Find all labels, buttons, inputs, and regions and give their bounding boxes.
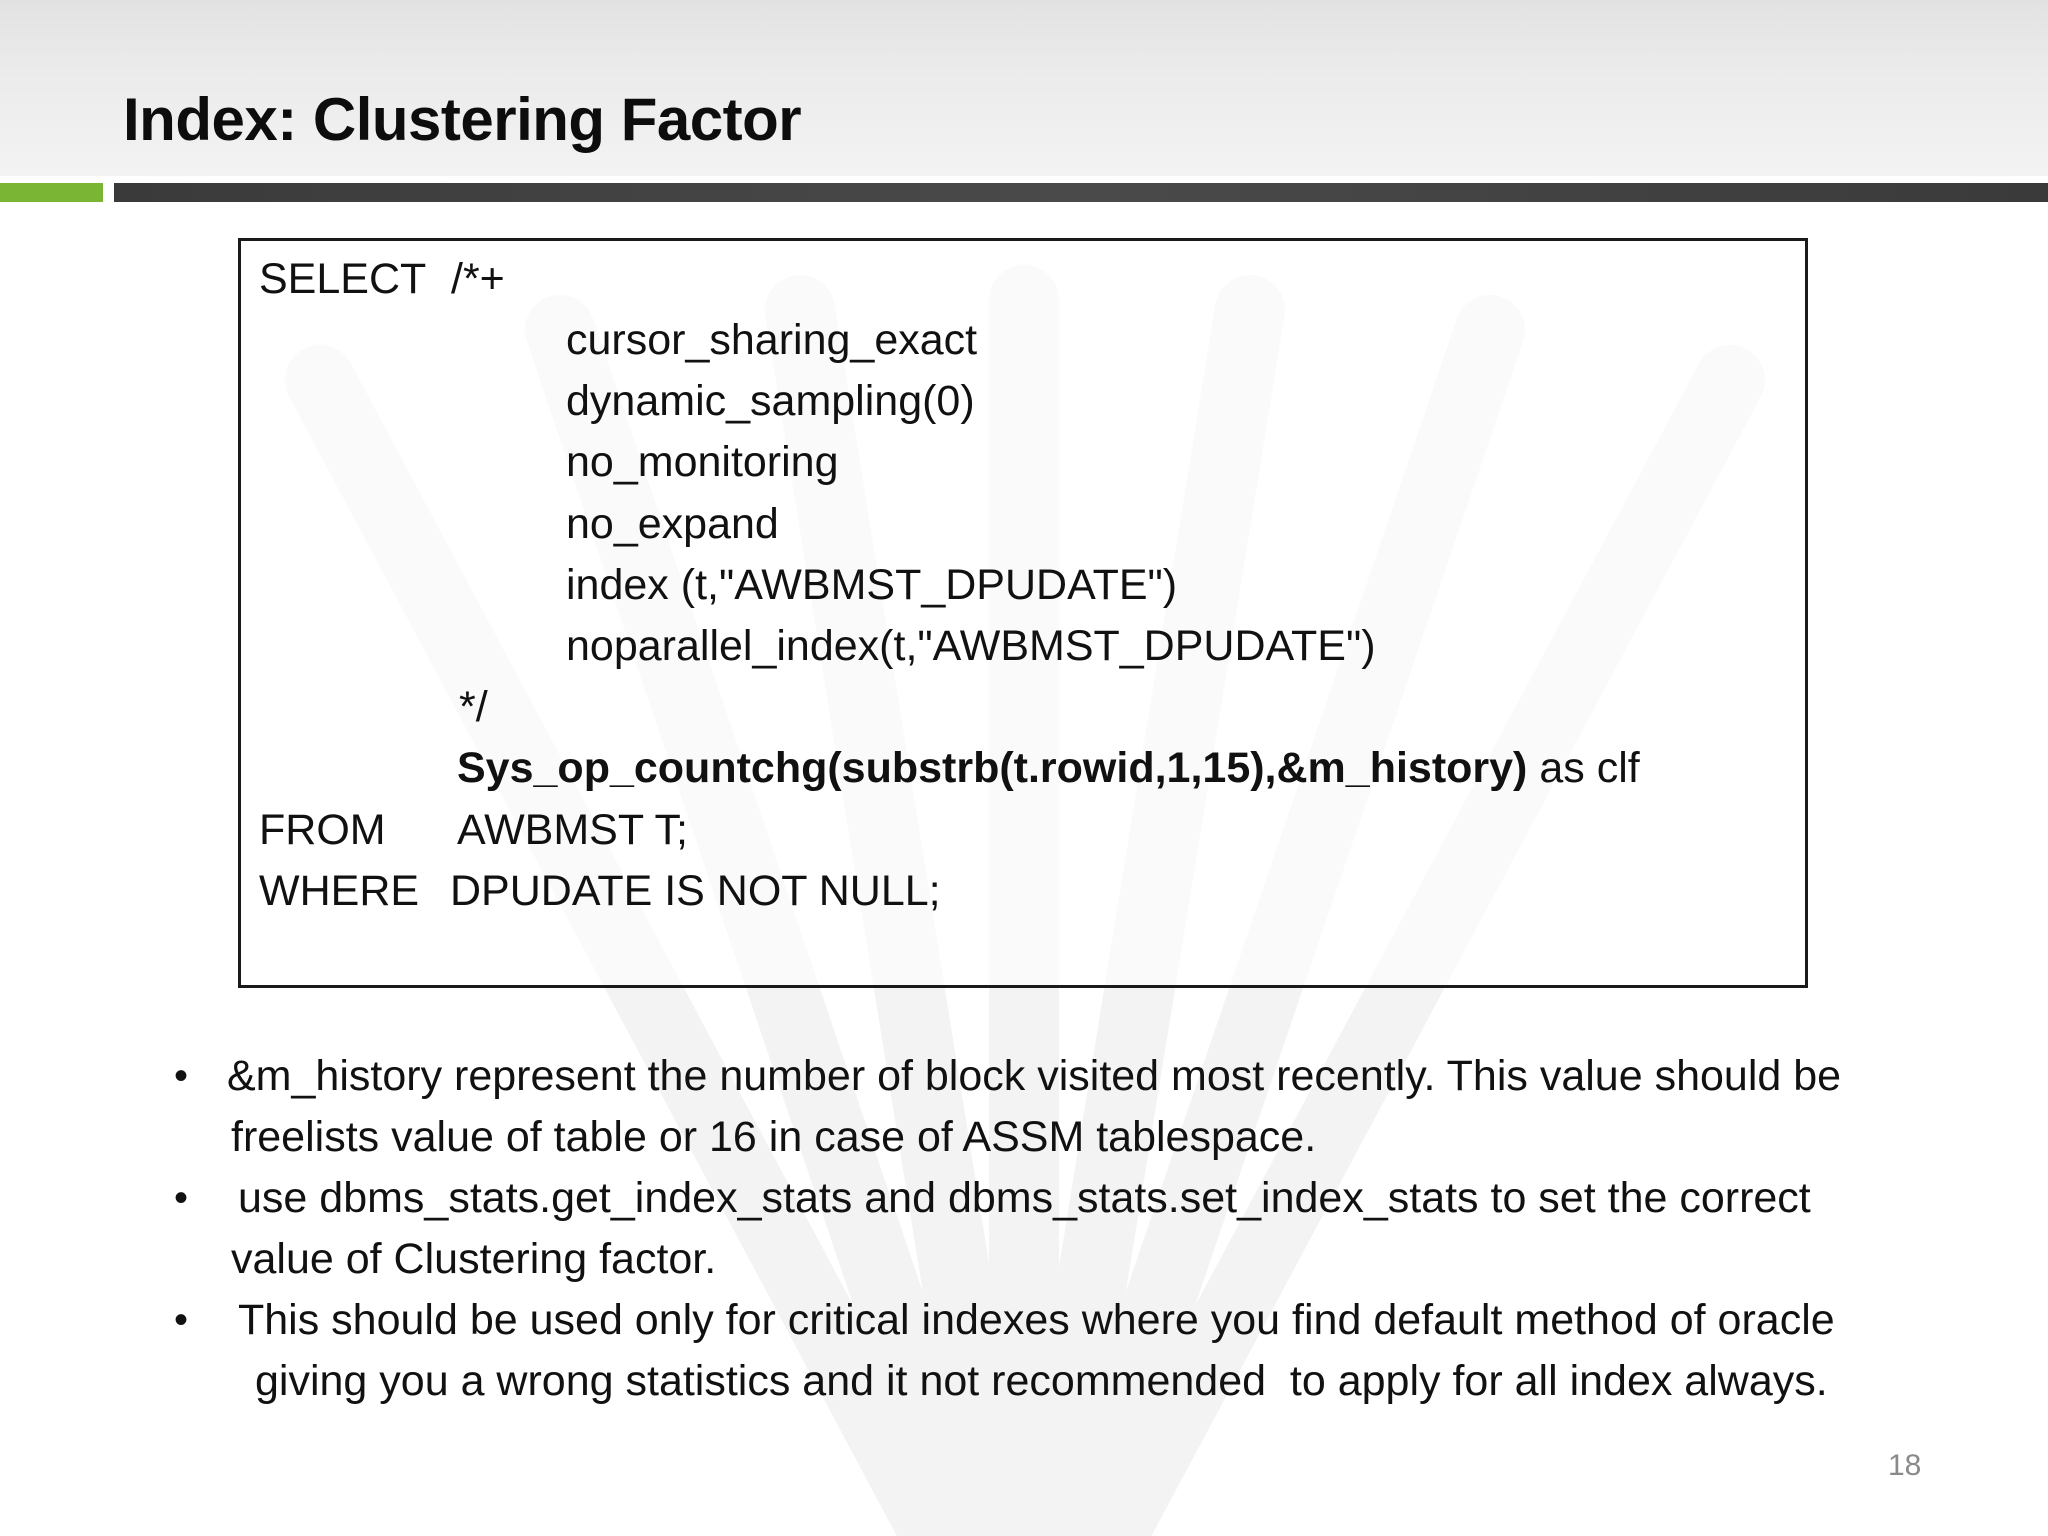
code-hint-open: /*+ (451, 255, 505, 303)
page-number: 18 (1888, 1449, 1922, 1482)
code-hint-close: */ (459, 683, 488, 731)
bullet-text-line: giving you a wrong statistics and it not recommended to apply for all index always. (255, 1357, 1828, 1405)
code-where-value: DPUDATE IS NOT NULL; (450, 867, 941, 915)
code-hint-line: index (t,"AWBMST_DPUDATE") (566, 561, 1178, 609)
bullet-text-line: freelists value of table or 16 in case of ASSM tablespace. (231, 1113, 1317, 1161)
code-expression-bold: Sys_op_countchg(substrb(t.rowid,1,15),&m_history) (457, 744, 1528, 792)
code-hint-line: cursor_sharing_exact (566, 316, 978, 364)
code-hint-line: dynamic_sampling(0) (566, 377, 975, 425)
code-select-keyword: SELECT (259, 255, 427, 303)
slide-title: Index: Clustering Factor (123, 86, 802, 153)
code-where-keyword: WHERE (259, 867, 420, 915)
bullet-text-line: value of Clustering factor. (231, 1235, 717, 1283)
bullet-marker: • (174, 1176, 189, 1220)
bullet-marker: • (174, 1298, 189, 1342)
code-expression-alias: as clf (1527, 744, 1640, 792)
code-from-value: AWBMST T; (457, 806, 688, 854)
bullet-text-line: This should be used only for critical indexes where you find default method of oracle (238, 1296, 1835, 1344)
title-accent-green-bar (0, 183, 103, 202)
code-expression-line (457, 742, 1640, 794)
title-accent-dark-bar (114, 183, 2048, 202)
bullet-text-line: use dbms_stats.get_index_stats and dbms_stats.set_index_stats to set the correct (238, 1174, 1811, 1222)
code-from-keyword: FROM (259, 806, 386, 854)
code-hint-line: no_expand (566, 500, 779, 548)
bullet-marker: • (174, 1054, 189, 1098)
bullet-text-line: &m_history represent the number of block visited most recently. This value should be (227, 1052, 1842, 1100)
code-hint-line: noparallel_index(t,"AWBMST_DPUDATE") (566, 622, 1376, 670)
code-hint-line: no_monitoring (566, 438, 839, 486)
